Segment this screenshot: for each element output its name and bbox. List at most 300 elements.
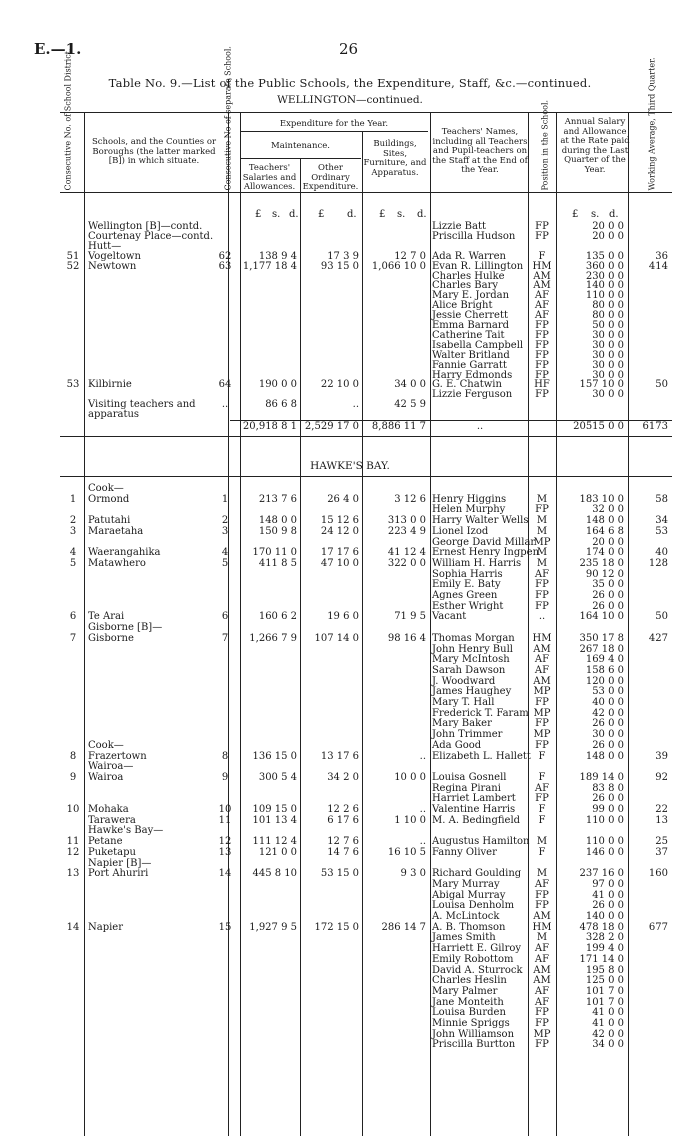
working-average: 50 bbox=[655, 611, 668, 623]
position: AF bbox=[534, 782, 550, 794]
teacher-name: M. A. Bedingfield bbox=[432, 814, 521, 826]
table-row bbox=[0, 666, 700, 676]
table-row bbox=[0, 612, 700, 622]
teacher-name: Louisa Burden bbox=[432, 1007, 506, 1019]
annual-salary: 350 17 8 bbox=[579, 632, 624, 644]
header-maintenance: Maintenance. bbox=[271, 141, 330, 151]
annual-salary: 30 0 0 bbox=[592, 339, 624, 351]
teacher-name: Charles Hulke bbox=[432, 270, 505, 282]
annual-salary: 34 0 0 bbox=[592, 1039, 624, 1051]
section-hawkes-bay: HAWKE'S BAY. bbox=[310, 460, 390, 472]
working-average: 34 bbox=[655, 515, 668, 527]
annual-salary: 189 14 0 bbox=[579, 771, 624, 783]
buildings: .. bbox=[419, 836, 426, 848]
position: FP bbox=[535, 504, 549, 516]
table-row bbox=[0, 505, 700, 515]
teacher-salaries: 160 6 2 bbox=[258, 611, 297, 623]
report-reference: E.—1. bbox=[34, 40, 82, 58]
header-bottom-rule bbox=[60, 192, 672, 193]
table-row bbox=[0, 826, 700, 836]
table-row bbox=[0, 741, 700, 751]
table-row bbox=[0, 784, 700, 794]
teacher-salaries: 1,177 18 4 bbox=[242, 260, 297, 272]
buildings: 286 14 7 bbox=[381, 921, 426, 933]
position: FP bbox=[535, 1039, 549, 1051]
buildings: 313 0 0 bbox=[387, 515, 426, 527]
table-row bbox=[0, 687, 700, 697]
annual-salary: 26 0 0 bbox=[592, 900, 624, 912]
school-name: Maraetaha bbox=[88, 525, 144, 537]
annual-salary: 30 0 0 bbox=[592, 369, 624, 381]
other-expenditure: 12 2 6 bbox=[327, 804, 359, 815]
working-average: 50 bbox=[655, 379, 668, 391]
other-expenditure: 47 10 0 bbox=[320, 557, 359, 569]
table-row bbox=[0, 891, 700, 901]
position: FP bbox=[535, 718, 549, 730]
annual-salary: 148 0 0 bbox=[585, 750, 624, 762]
annual-salary: 328 2 0 bbox=[585, 932, 624, 944]
table-row bbox=[0, 944, 700, 954]
position: AM bbox=[533, 911, 551, 922]
school-name: Ormond bbox=[88, 493, 130, 505]
annual-salary: 183 10 0 bbox=[579, 493, 624, 505]
annual-salary: 41 0 0 bbox=[592, 889, 624, 901]
annual-salary: 30 0 0 bbox=[592, 389, 624, 401]
teacher-name: Ernest Henry Ingpen bbox=[432, 547, 540, 559]
position: MP bbox=[533, 729, 551, 741]
buildings: .. bbox=[419, 750, 426, 762]
position: HM bbox=[532, 921, 552, 933]
table-row bbox=[0, 859, 700, 869]
annual-salary: 26 0 0 bbox=[592, 590, 624, 601]
school-name: Kilbirnie bbox=[88, 379, 132, 391]
school-no: 12 bbox=[218, 836, 232, 848]
section-rule bbox=[60, 436, 672, 437]
position: AM bbox=[533, 270, 551, 282]
district-no: 6 bbox=[69, 611, 77, 623]
teacher-salaries: 136 15 0 bbox=[252, 750, 297, 762]
position: AM bbox=[533, 280, 551, 292]
position: F bbox=[538, 771, 546, 783]
working-average: 13 bbox=[655, 814, 668, 826]
table-row bbox=[0, 634, 700, 644]
annual-salary: 110 0 0 bbox=[585, 290, 624, 302]
table-row bbox=[0, 912, 700, 922]
school-no: 62 bbox=[218, 250, 232, 262]
position: F bbox=[538, 750, 546, 762]
table-row bbox=[0, 933, 700, 943]
table-row bbox=[0, 837, 700, 847]
district-no: 13 bbox=[66, 868, 80, 880]
annual-salary: 30 0 0 bbox=[592, 729, 624, 741]
teacher-name: George David Millar bbox=[432, 536, 536, 548]
annual-salary: 32 0 0 bbox=[592, 504, 624, 516]
annual-salary: 41 0 0 bbox=[592, 1007, 624, 1019]
table-row bbox=[0, 484, 700, 494]
annual-salary: 267 18 0 bbox=[579, 643, 624, 655]
annual-salary: 360 0 0 bbox=[585, 260, 624, 272]
annual-salary: 83 8 0 bbox=[592, 782, 624, 794]
header-schools: Schools, and the Counties or Boroughs (the latter marked [B]) in which situate. bbox=[91, 137, 217, 166]
position: F bbox=[538, 250, 546, 262]
table-row bbox=[0, 752, 700, 762]
annual-salary: 148 0 0 bbox=[585, 515, 624, 527]
school-no: 13 bbox=[218, 846, 232, 858]
teacher-name: Ada Good bbox=[432, 739, 482, 751]
teacher-name: Mary T. Hall bbox=[432, 697, 495, 708]
annual-salary: 97 0 0 bbox=[592, 878, 624, 890]
position: M bbox=[536, 557, 548, 569]
teacher-name: Vacant bbox=[432, 611, 467, 623]
buildings: 10 0 0 bbox=[394, 771, 426, 783]
school-name: Wairoa— bbox=[88, 761, 134, 773]
header-district-no: Consecutive No. of School District. bbox=[63, 48, 73, 191]
annual-salary: 26 0 0 bbox=[592, 739, 624, 751]
annual-salary: 50 0 0 bbox=[592, 320, 624, 331]
school-no: .. bbox=[221, 399, 229, 411]
position: FP bbox=[535, 349, 549, 361]
position: FP bbox=[535, 230, 549, 242]
teacher-name: Regina Pirani bbox=[432, 782, 501, 794]
school-name: Vogeltown bbox=[88, 250, 141, 262]
annual-salary: 101 7 0 bbox=[585, 996, 624, 1008]
school-name: Te Arai bbox=[88, 611, 125, 623]
annual-salary: 53 0 0 bbox=[592, 686, 624, 698]
teacher-name: Priscilla Burtton bbox=[432, 1039, 516, 1051]
annual-salary: 42 0 0 bbox=[592, 1028, 624, 1040]
position: HM bbox=[532, 632, 552, 644]
position: FP bbox=[535, 369, 549, 381]
table-row bbox=[0, 966, 700, 976]
other-expenditure: 24 12 0 bbox=[320, 525, 359, 537]
annual-salary: 40 0 0 bbox=[592, 697, 624, 708]
position: FP bbox=[535, 600, 549, 612]
buildings: 34 0 0 bbox=[394, 379, 426, 391]
other-expenditure: 53 15 0 bbox=[320, 868, 359, 880]
position: M bbox=[536, 493, 548, 505]
position: FP bbox=[535, 320, 549, 331]
annual-salary: 125 0 0 bbox=[585, 975, 624, 987]
position: MP bbox=[533, 707, 551, 719]
teacher-name: J. Woodward bbox=[432, 675, 496, 687]
position: F bbox=[538, 846, 546, 858]
position: MP bbox=[533, 536, 551, 548]
position: M bbox=[536, 525, 548, 537]
table-row bbox=[0, 1040, 700, 1050]
annual-salary: 99 0 0 bbox=[592, 804, 624, 815]
school-no: 15 bbox=[218, 921, 232, 933]
position: AF bbox=[534, 654, 550, 666]
district-no: 5 bbox=[69, 557, 77, 569]
header-teachers-names: Teachers' Names, including all Teachers and Pupil-teachers on the Staff at the End of the Year. bbox=[432, 127, 528, 175]
school-name: Gisborne [B]— bbox=[88, 622, 163, 634]
buildings: 98 16 4 bbox=[387, 632, 426, 644]
teacher-name: A. McLintock bbox=[432, 911, 500, 922]
table-row bbox=[0, 848, 700, 858]
teacher-salaries: 190 0 0 bbox=[258, 379, 297, 391]
teacher-name: Charles Heslin bbox=[432, 975, 507, 987]
buildings: 71 9 5 bbox=[394, 611, 426, 623]
position: AF bbox=[534, 310, 550, 322]
position: AF bbox=[534, 568, 550, 580]
buildings: 223 4 9 bbox=[387, 525, 426, 537]
buildings: 1,066 10 0 bbox=[371, 260, 426, 272]
position: HF bbox=[534, 379, 550, 391]
position: F bbox=[538, 814, 546, 826]
table-row bbox=[0, 698, 700, 708]
buildings: 9 3 0 bbox=[400, 868, 426, 880]
expenditure-rule bbox=[240, 131, 428, 132]
teacher-name: Charles Bary bbox=[432, 280, 499, 292]
other-expenditure: 19 6 0 bbox=[327, 611, 359, 623]
position: FP bbox=[535, 900, 549, 912]
other-expenditure: 17 17 6 bbox=[320, 547, 359, 559]
buildings: 42 5 9 bbox=[394, 399, 426, 411]
position: AM bbox=[533, 675, 551, 687]
district-no: 51 bbox=[66, 250, 80, 262]
buildings: 322 0 0 bbox=[387, 557, 426, 569]
school-name: Cook— bbox=[88, 483, 124, 494]
table-row bbox=[0, 773, 700, 783]
annual-salary: 110 0 0 bbox=[585, 836, 624, 848]
position: FP bbox=[535, 1007, 549, 1019]
school-no: 1 bbox=[221, 493, 229, 505]
teacher-name: Emma Barnard bbox=[432, 320, 510, 331]
other-expenditure: 172 15 0 bbox=[314, 921, 359, 933]
buildings: 12 7 0 bbox=[394, 250, 426, 262]
annual-salary: 169 4 0 bbox=[585, 654, 624, 666]
buildings: 16 10 5 bbox=[387, 846, 426, 858]
table-row bbox=[0, 655, 700, 665]
table-row bbox=[0, 976, 700, 986]
teacher-name: Evan R. Lillington bbox=[432, 260, 524, 272]
table-row bbox=[0, 709, 700, 719]
position: MP bbox=[533, 1028, 551, 1040]
working-average: 160 bbox=[648, 868, 668, 880]
teacher-name: Agnes Green bbox=[432, 590, 498, 601]
teacher-name: Harriet Lambert bbox=[432, 793, 516, 805]
position: FP bbox=[535, 793, 549, 805]
position: FP bbox=[535, 697, 549, 708]
position: AF bbox=[534, 996, 550, 1008]
teacher-name: Sophia Harris bbox=[432, 568, 503, 580]
school-name: Napier bbox=[88, 921, 124, 933]
working-average: 40 bbox=[655, 547, 668, 559]
teacher-salaries: 148 0 0 bbox=[258, 515, 297, 527]
teacher-salaries: 109 15 0 bbox=[252, 804, 297, 815]
working-average: 36 bbox=[655, 250, 668, 262]
teacher-name: Walter Britland bbox=[432, 349, 510, 361]
table-row bbox=[0, 762, 700, 772]
position: AF bbox=[534, 290, 550, 302]
other-expenditure: 34 2 0 bbox=[327, 771, 359, 783]
annual-salary: 237 16 0 bbox=[579, 868, 624, 880]
annual-salary: 164 6 8 bbox=[585, 525, 624, 537]
teacher-salaries: 1,927 9 5 bbox=[249, 921, 297, 933]
teacher-name: Mary Baker bbox=[432, 718, 492, 730]
teacher-name: G. E. Chatwin bbox=[432, 379, 502, 391]
teacher-name: Frederick T. Faram bbox=[432, 707, 529, 719]
annual-salary: 146 0 0 bbox=[585, 846, 624, 858]
position: FP bbox=[535, 221, 549, 232]
buildings: 41 12 4 bbox=[387, 547, 426, 559]
district-no: 3 bbox=[69, 525, 77, 537]
teacher-name: Lizzie Batt bbox=[432, 221, 487, 232]
school-no: 63 bbox=[218, 260, 232, 272]
header-teachers-salaries: Teachers' Salaries and Allowances. bbox=[242, 163, 297, 192]
table-row bbox=[0, 869, 700, 879]
school-name: Gisborne bbox=[88, 632, 134, 644]
annual-salary: 30 0 0 bbox=[592, 359, 624, 371]
teacher-name: Valentine Harris bbox=[432, 804, 516, 815]
position: FP bbox=[535, 1018, 549, 1029]
teacher-name: Esther Wright bbox=[432, 600, 504, 612]
school-name: Port Ahuriri bbox=[88, 868, 149, 880]
teacher-salaries: 170 11 0 bbox=[252, 547, 297, 559]
annual-salary: 101 7 0 bbox=[585, 985, 624, 997]
teacher-name: Mary Palmer bbox=[432, 985, 498, 997]
teacher-name: A. B. Thomson bbox=[432, 921, 506, 933]
header-annual-salary: Annual Salary and Allowance at the Rate paid during the Last Quarter of the Year. bbox=[560, 117, 630, 175]
teacher-salaries: 445 8 10 bbox=[252, 868, 297, 880]
table-row bbox=[0, 677, 700, 687]
school-name: Mohaka bbox=[88, 804, 129, 815]
teacher-salaries: 101 13 4 bbox=[252, 814, 297, 826]
teacher-name: Elizabeth L. Hallett bbox=[432, 750, 531, 762]
district-no: 52 bbox=[66, 260, 80, 272]
annual-salary: 20 0 0 bbox=[592, 230, 624, 242]
position: FP bbox=[535, 739, 549, 751]
school-name: Wairoa bbox=[88, 771, 124, 783]
table-row bbox=[0, 1008, 700, 1018]
school-no: 11 bbox=[218, 814, 232, 826]
annual-salary: 20 0 0 bbox=[592, 221, 624, 232]
table-row bbox=[0, 730, 700, 740]
table-row bbox=[0, 794, 700, 804]
teacher-name: Harriett E. Gilroy bbox=[432, 943, 522, 955]
district-no: 2 bbox=[69, 515, 77, 527]
position: M bbox=[536, 515, 548, 527]
working-average: 427 bbox=[648, 632, 668, 644]
working-average: 39 bbox=[655, 750, 668, 762]
teacher-name: John Henry Bull bbox=[432, 643, 513, 655]
school-name: Napier [B]— bbox=[88, 857, 152, 869]
table-subtitle: WELLINGTON—continued. bbox=[277, 94, 423, 106]
annual-salary: 30 0 0 bbox=[592, 349, 624, 361]
table-row bbox=[0, 816, 700, 826]
school-name: Courtenay Place—contd. bbox=[88, 230, 214, 242]
school-no: 3 bbox=[221, 525, 229, 537]
teacher-name: Henry Higgins bbox=[432, 493, 507, 505]
other-expenditure: 17 3 9 bbox=[327, 250, 359, 262]
annual-salary: 235 18 0 bbox=[579, 557, 624, 569]
table-row bbox=[0, 591, 700, 601]
annual-salary: 164 10 0 bbox=[579, 611, 624, 623]
teacher-name: Alice Bright bbox=[432, 300, 493, 312]
school-no: 6 bbox=[221, 611, 229, 623]
table-row bbox=[0, 998, 700, 1008]
teacher-salaries: 300 5 4 bbox=[258, 771, 297, 783]
teacher-name: Sarah Dawson bbox=[432, 664, 506, 676]
teacher-name: Fanny Oliver bbox=[432, 846, 497, 858]
annual-salary: 42 0 0 bbox=[592, 707, 624, 719]
working-average: 53 bbox=[655, 525, 668, 537]
wellington-total-row: 20,918 8 1 2,529 17 0 8,886 11 7 .. 20515 0 0 6173 bbox=[242, 421, 668, 432]
table-row bbox=[0, 580, 700, 590]
annual-salary: 135 0 0 bbox=[585, 250, 624, 262]
teacher-name: Mary Murray bbox=[432, 878, 500, 890]
annual-salary: 80 0 0 bbox=[592, 300, 624, 312]
teacher-name: Louisa Gosnell bbox=[432, 771, 507, 783]
table-row bbox=[0, 548, 700, 558]
teacher-name: Abigal Murray bbox=[432, 889, 506, 901]
annual-salary: 120 0 0 bbox=[585, 675, 624, 687]
teacher-name: Jessie Cherrett bbox=[432, 310, 509, 322]
district-no: 7 bbox=[69, 632, 77, 644]
page-number: 26 bbox=[339, 40, 359, 58]
position: M bbox=[536, 547, 548, 559]
teacher-name: Catherine Tait bbox=[432, 329, 505, 341]
school-name: Newtown bbox=[88, 260, 137, 272]
working-average: 37 bbox=[655, 846, 668, 858]
position: FP bbox=[535, 590, 549, 601]
teacher-salaries: 1,266 7 9 bbox=[249, 632, 297, 644]
annual-salary: 30 0 0 bbox=[592, 329, 624, 341]
teacher-name: Lizzie Ferguson bbox=[432, 389, 513, 401]
school-name: Puketapu bbox=[88, 846, 136, 858]
annual-salary: 230 0 0 bbox=[585, 270, 624, 282]
annual-salary: 110 0 0 bbox=[585, 814, 624, 826]
teacher-name: Emily E. Baty bbox=[432, 579, 501, 591]
position: AM bbox=[533, 964, 551, 976]
school-name: Patutahi bbox=[88, 515, 131, 527]
position: HM bbox=[532, 260, 552, 272]
school-no: 8 bbox=[221, 750, 229, 762]
position: AF bbox=[534, 943, 550, 955]
table-row bbox=[0, 719, 700, 729]
district-no: 1 bbox=[69, 493, 77, 505]
district-no: 14 bbox=[66, 921, 80, 933]
school-no: 5 bbox=[221, 557, 229, 569]
school-no: 4 bbox=[221, 547, 229, 559]
district-no: 11 bbox=[66, 836, 80, 848]
other-expenditure: 12 7 6 bbox=[327, 836, 359, 848]
teacher-salaries: 111 12 4 bbox=[252, 836, 297, 848]
school-name: Cook— bbox=[88, 739, 124, 751]
annual-salary: 26 0 0 bbox=[592, 600, 624, 612]
position: FP bbox=[535, 329, 549, 341]
teacher-name: Mary E. Jordan bbox=[432, 290, 510, 302]
position: AM bbox=[533, 643, 551, 655]
annual-salary: 478 18 0 bbox=[579, 921, 624, 933]
header-school-no: Consecutive No of separate School. bbox=[223, 46, 233, 191]
table-title: Table No. 9.—List of the Public Schools, the Expenditure, Staff, &c.—continued. bbox=[108, 76, 592, 90]
table-row bbox=[0, 570, 700, 580]
teacher-name: Augustus Hamilton bbox=[432, 836, 530, 848]
annual-salary: 171 14 0 bbox=[579, 953, 624, 965]
teacher-name: Thomas Morgan bbox=[432, 632, 515, 644]
position: AF bbox=[534, 985, 550, 997]
district-no: 8 bbox=[69, 750, 77, 762]
school-name: Frazertown bbox=[88, 750, 147, 762]
position: FP bbox=[535, 389, 549, 401]
other-expenditure: 14 7 6 bbox=[327, 846, 359, 858]
teacher-salaries: 121 0 0 bbox=[258, 846, 297, 858]
position: FP bbox=[535, 359, 549, 371]
position: M bbox=[536, 932, 548, 944]
district-no: 9 bbox=[69, 771, 77, 783]
teacher-name: William H. Harris bbox=[432, 557, 522, 569]
